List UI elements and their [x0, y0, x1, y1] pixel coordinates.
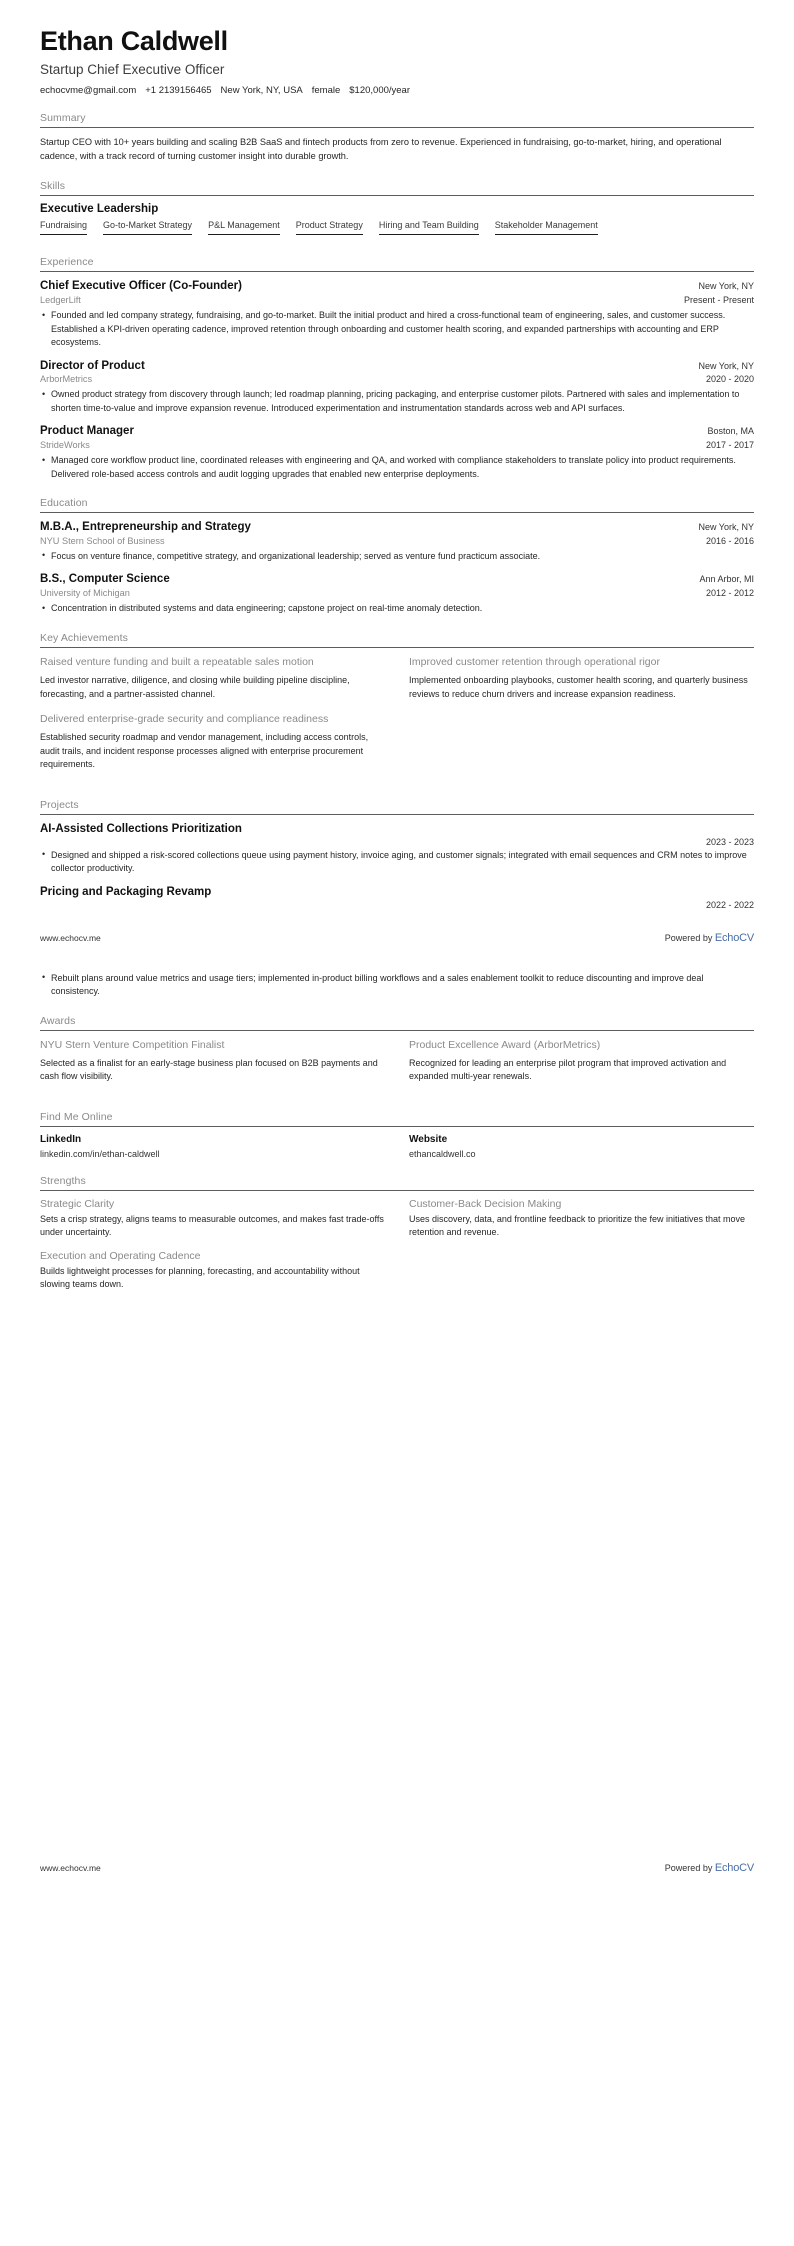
education-entry: [40, 572, 754, 615]
section-find-me-online: [40, 1111, 754, 1159]
contact-info-row: [40, 85, 754, 96]
link-label: Website: [409, 1133, 448, 1145]
award-title: NYU Stern Venture Competition Finalist: [40, 1038, 225, 1051]
strengths-grid: [40, 1198, 754, 1302]
section-divider: [40, 647, 754, 648]
resume-header: [40, 0, 754, 96]
contact-salary: $120,000/year: [349, 85, 411, 97]
key-achievements-grid: [40, 655, 754, 783]
footer-site-url[interactable]: www.echocv.me: [40, 932, 101, 943]
section-summary: [40, 112, 754, 164]
bullet-item: • Focus on venture finance, competitive strategy, and organizational leadership; served as venture fund practicum associate.: [40, 550, 754, 564]
achievement-text: Led investor narrative, diligence, and closing while building pipeline discipline, forecasting, and a partner-assisted channel.: [40, 675, 350, 699]
project-name: AI-Assisted Collections Prioritization: [40, 822, 242, 835]
experience-location: New York, NY: [698, 360, 754, 371]
page-bottom-spacer: [40, 910, 754, 932]
strength-card: [409, 1198, 754, 1240]
education-location: Ann Arbor, MI: [699, 574, 754, 585]
experience-role: Chief Executive Officer (Co-Founder): [40, 280, 242, 293]
experience-dates: Present - Present: [683, 295, 754, 306]
experience-entry: [40, 279, 754, 349]
education-bullets: [40, 602, 754, 616]
bullet-item: • Rebuilt plans around value metrics and usage tiers; implemented in-product billing workflows and a sales enablement toolkit to reduce discounting and improve deal consistency.: [40, 972, 754, 999]
section-title-find-me-online: Find Me Online: [40, 1110, 113, 1123]
bullet-item: • Concentration in distributed systems and data engineering; capstone project on real-time anomaly detection.: [40, 602, 754, 616]
achievement-title: Delivered enterprise-grade security and compliance readiness: [40, 713, 329, 726]
experience-dates: 2017 - 2017: [705, 440, 754, 451]
education-school: University of Michigan: [40, 588, 130, 599]
strength-card: [40, 1250, 385, 1292]
award-title: Product Excellence Award (ArborMetrics): [409, 1038, 601, 1051]
experience-role: Director of Product: [40, 359, 145, 372]
section-divider: [40, 814, 754, 815]
section-skills: [40, 180, 754, 241]
strength-text: Uses discovery, data, and frontline feedback to prioritize the few initiatives that move retention and revenue.: [409, 1213, 746, 1238]
bullet-item: • Founded and led company strategy, fundraising, and go-to-market. Built the initial product and hired a cross-functional team of engineering, sales, and customer success. Established a KPI-driven operating cadence, improved retention through onboarding and customer health scoring, and expanded partnerships with accounting and ERP ecosystems.: [40, 309, 754, 350]
project-dates: 2023 - 2023: [705, 836, 754, 847]
section-title-awards: Awards: [40, 1014, 76, 1027]
section-education: [40, 497, 754, 616]
experience-bullets: [40, 388, 754, 415]
contact-gender: female: [311, 85, 341, 97]
achievement-text: Established security roadmap and vendor management, including access controls, audit trails, and incident response processes aligned with enterprise procurement requirements.: [40, 732, 369, 770]
award-text: Recognized for leading an enterprise pilot program that improved activation and expanded multi-year renewals.: [409, 1057, 727, 1082]
contact-location: New York, NY, USA: [220, 85, 303, 97]
achievement-card: [409, 655, 754, 701]
page-footer-bottom: [40, 1862, 754, 1874]
project-entry: [40, 822, 754, 876]
awards-grid: [40, 1038, 754, 1095]
strength-text: Sets a crisp strategy, aligns teams to measurable outcomes, and makes fast trade-offs under uncertainty.: [40, 1213, 384, 1238]
section-title-education: Education: [40, 497, 88, 510]
footer-site-url[interactable]: www.echocv.me: [40, 1862, 101, 1873]
education-entry: [40, 520, 754, 563]
candidate-name: Ethan Caldwell: [40, 26, 228, 56]
skill-list: [40, 220, 754, 241]
link-value[interactable]: linkedin.com/in/ethan-caldwell: [40, 1148, 160, 1159]
footer-brand: [665, 1862, 754, 1874]
strength-card: [40, 1198, 385, 1240]
award-card: [409, 1038, 754, 1084]
section-title-projects: Projects: [40, 798, 79, 811]
footer-powered-by-label: Powered by: [664, 932, 713, 943]
section-title-key-achievements: Key Achievements: [40, 631, 128, 644]
section-experience: [40, 256, 754, 481]
achievement-text: Implemented onboarding playbooks, customer health scoring, and quarterly business reviews to reduce churn drivers and increase expansion readiness.: [409, 675, 748, 699]
experience-location: Boston, MA: [707, 426, 754, 437]
experience-company: ArborMetrics: [40, 374, 93, 385]
contact-email: echocvme@gmail.com: [40, 85, 137, 97]
strength-name: Execution and Operating Cadence: [40, 1249, 201, 1262]
experience-bullets: [40, 454, 754, 481]
skill-item: Hiring and Team Building: [379, 220, 479, 236]
project-name: Pricing and Packaging Revamp: [40, 885, 212, 898]
project-continuation: [40, 972, 754, 999]
link-website[interactable]: [409, 1134, 754, 1159]
experience-company: LedgerLift: [40, 295, 81, 306]
education-school: NYU Stern School of Business: [40, 536, 165, 547]
links-grid: [40, 1134, 754, 1159]
project-dates: 2022 - 2022: [705, 899, 754, 910]
skill-group-name: Executive Leadership: [40, 202, 159, 215]
section-projects: [40, 799, 754, 910]
experience-location: New York, NY: [698, 281, 754, 292]
footer-brand-name: EchoCV: [714, 931, 754, 944]
section-title-strengths: Strengths: [40, 1174, 86, 1187]
project-bullets: [40, 972, 754, 999]
section-divider: [40, 1030, 754, 1031]
education-bullets: [40, 550, 754, 564]
experience-role: Product Manager: [40, 425, 134, 438]
summary-text: Startup CEO with 10+ years building and scaling B2B SaaS and fintech products from zero to revenue. Experienced in fundraising, go-to-market, hiring, and operational cadence, with a track record of turning customer insight into durable growth.: [40, 137, 722, 162]
page-footer: [40, 932, 754, 944]
skill-item: Go-to-Market Strategy: [103, 220, 192, 236]
experience-dates: 2020 - 2020: [705, 374, 754, 385]
candidate-headline: Startup Chief Executive Officer: [40, 62, 225, 78]
section-divider: [40, 127, 754, 128]
strength-name: Strategic Clarity: [40, 1197, 115, 1210]
education-degree: M.B.A., Entrepreneurship and Strategy: [40, 521, 251, 534]
achievement-title: Improved customer retention through operational rigor: [409, 655, 660, 668]
page-break-gap: [40, 944, 754, 970]
section-divider: [40, 1126, 754, 1127]
link-label: LinkedIn: [40, 1133, 82, 1145]
experience-bullets: [40, 309, 754, 350]
bullet-item: • Designed and shipped a risk-scored collections queue using payment history, invoice aging, and customer signals; integrated with email sequences and CRM notes to improve collector productivity.: [40, 849, 754, 876]
education-location: New York, NY: [698, 522, 754, 533]
link-value[interactable]: ethancaldwell.co: [409, 1148, 476, 1159]
project-bullets: [40, 849, 754, 876]
award-text: Selected as a finalist for an early-stage business plan focused on B2B payments and cash flow visibility.: [40, 1057, 378, 1082]
footer-brand-name: EchoCV: [714, 1861, 754, 1874]
achievement-card: [40, 655, 385, 701]
skill-item: Fundraising: [40, 220, 87, 236]
contact-phone: +1 2139156465: [145, 85, 212, 97]
page2-bottom-spacer: [40, 1302, 754, 1862]
section-divider: [40, 195, 754, 196]
section-awards: [40, 1015, 754, 1095]
skill-item: Product Strategy: [296, 220, 363, 236]
section-strengths: [40, 1175, 754, 1302]
skill-item: P&L Management: [208, 220, 280, 236]
strength-name: Customer-Back Decision Making: [409, 1197, 562, 1210]
section-title-skills: Skills: [40, 179, 66, 192]
experience-company: StrideWorks: [40, 440, 90, 451]
skill-item: Stakeholder Management: [495, 220, 598, 236]
education-dates: 2016 - 2016: [705, 536, 754, 547]
award-card: [40, 1038, 385, 1084]
section-divider: [40, 271, 754, 272]
bullet-item: • Owned product strategy from discovery through launch; led roadmap planning, pricing packaging, and enterprise customer pilots. Partnered with sales and implementation to shorten time-to-value and improve expansion revenue. Introduced experimentation and instrumentation standards across web and API surfaces.: [40, 388, 754, 415]
education-degree: B.S., Computer Science: [40, 573, 170, 586]
project-entry: [40, 885, 754, 910]
section-key-achievements: [40, 632, 754, 783]
experience-entry: [40, 424, 754, 481]
section-divider: [40, 512, 754, 513]
education-dates: 2012 - 2012: [705, 588, 754, 599]
page-end-spacer: [40, 1874, 754, 1888]
section-title-experience: Experience: [40, 256, 94, 269]
bullet-item: • Managed core workflow product line, coordinated releases with engineering and QA, and worked with compliance stakeholders to translate policy into product requirements. Delivered role-based access controls and audit logging upgrades that enabled new enterprise deployments.: [40, 454, 754, 481]
achievement-title: Raised venture funding and built a repeatable sales motion: [40, 655, 314, 668]
section-title-summary: Summary: [40, 112, 86, 125]
section-divider: [40, 1190, 754, 1191]
link-linkedin[interactable]: [40, 1134, 385, 1159]
experience-entry: [40, 359, 754, 416]
footer-powered-by-label: Powered by: [664, 1862, 713, 1873]
strength-text: Builds lightweight processes for planning, forecasting, and accountability without slowing teams down.: [40, 1265, 360, 1290]
achievement-card: [40, 712, 385, 772]
footer-brand: [665, 932, 754, 944]
